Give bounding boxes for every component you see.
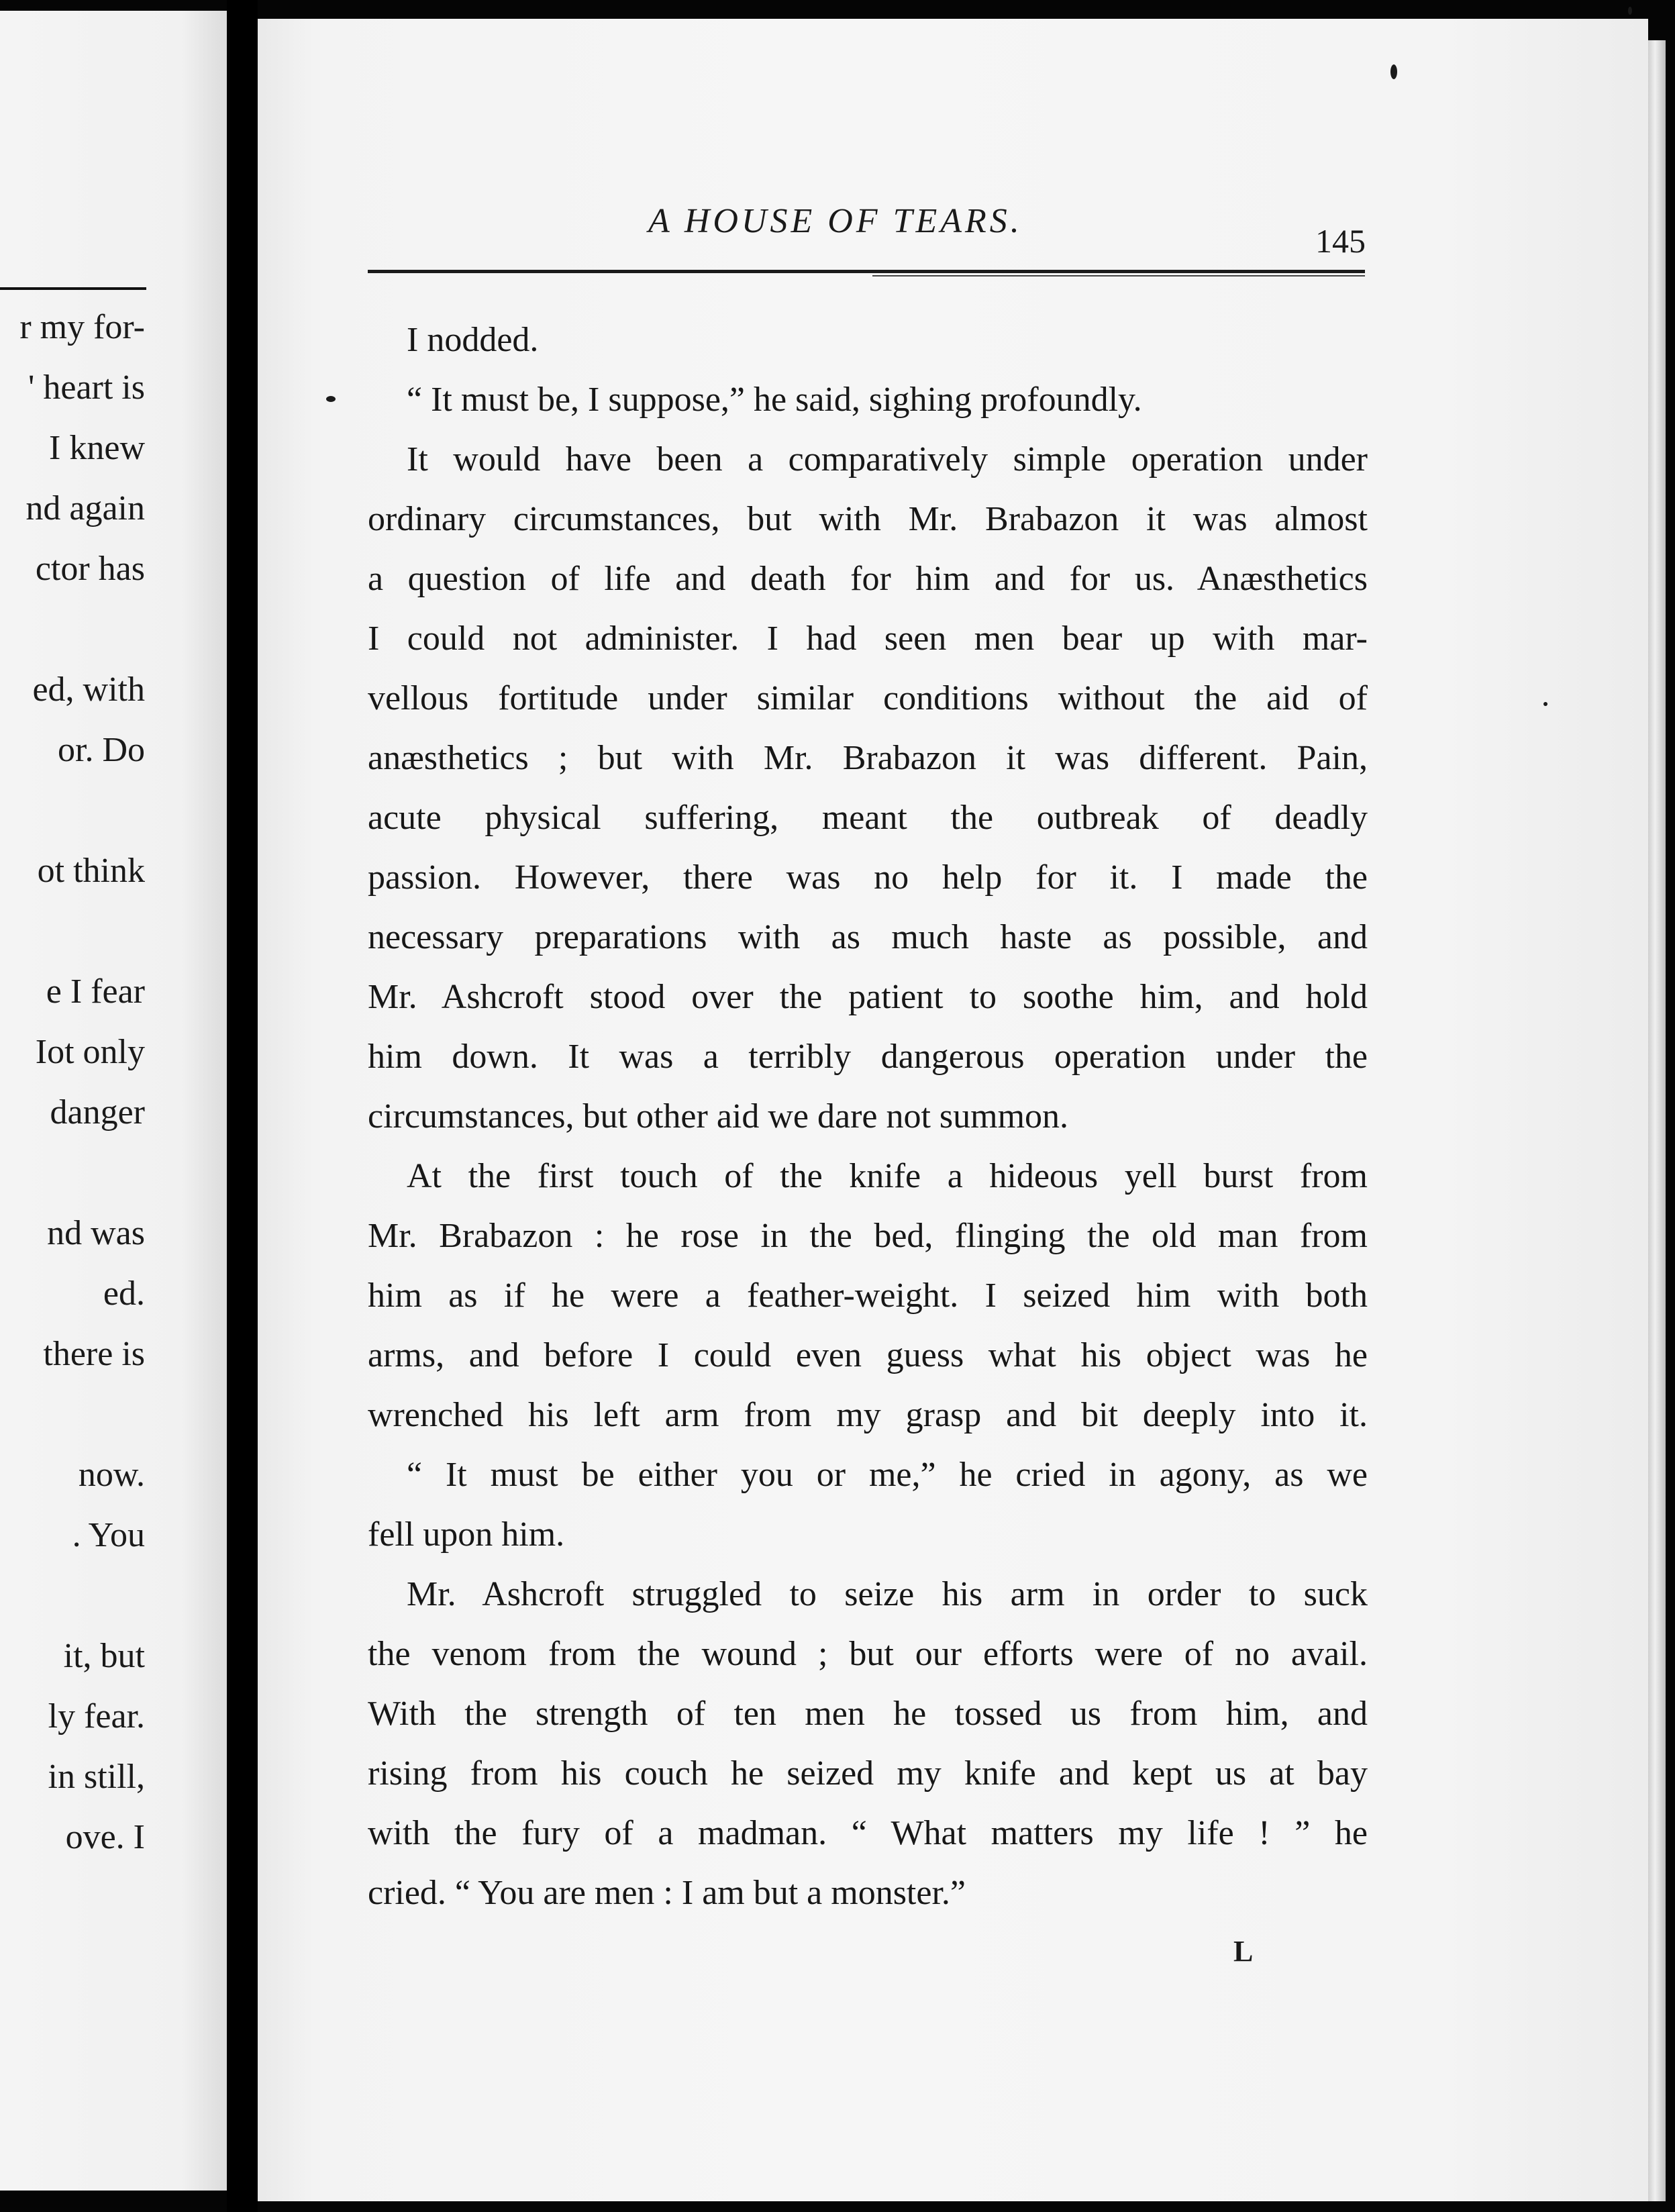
left-page-line: ot think (37, 852, 145, 890)
text-line: fell upon him. (368, 1515, 565, 1554)
text-line: cried. “ You are men : I am but a monster.” (368, 1874, 966, 1912)
body-text (368, 310, 1368, 1923)
left-page-line: ' heart is (28, 368, 145, 407)
text-line: passion. However, there was no help for it. I made the (368, 858, 1368, 897)
page-edge (1648, 40, 1666, 2201)
text-line: necessary preparations with as much haste as possible, and (368, 918, 1368, 956)
text-line: Mr. Ashcroft stood over the patient to soothe him, and hold (368, 978, 1368, 1016)
left-page-line: nd again (26, 489, 145, 527)
text-line: anæsthetics ; but with Mr. Brabazon it was different. Pain, (368, 739, 1368, 777)
book-gutter (227, 0, 258, 2212)
left-page-line: ed. (103, 1274, 145, 1313)
left-page-line: in still, (48, 1758, 145, 1796)
text-line: the venom from the wound ; but our efforts were of no avail. (368, 1635, 1368, 1673)
text-line: It would have been a comparatively simple operation under (407, 440, 1368, 479)
scan-speck (1390, 64, 1397, 79)
text-line: Mr. Brabazon : he rose in the bed, flinging the old man from (368, 1217, 1368, 1255)
text-line: With the strength of ten men he tossed us from him, and (368, 1695, 1368, 1733)
text-line: ordinary circumstances, but with Mr. Brabazon it was almost (368, 500, 1368, 538)
running-title: A HOUSE OF TEARS. (648, 202, 1023, 240)
left-page-line: ove. I (65, 1818, 145, 1856)
text-line: vellous fortitude under similar conditions without the aid of (368, 679, 1368, 717)
text-line: with the fury of a madman. “ What matters my life ! ” he (368, 1814, 1368, 1852)
header-rule (368, 270, 1365, 273)
left-facing-page (0, 11, 227, 2191)
left-page-line: . You (72, 1516, 145, 1554)
text-line: rising from his couch he seized my knife and kept us at bay (368, 1754, 1368, 1793)
left-page-line: Iot only (35, 1033, 145, 1071)
left-page-line: it, but (63, 1637, 145, 1675)
left-page-line: r my for- (19, 308, 145, 346)
text-line: him down. It was a terribly dangerous operation under the (368, 1038, 1368, 1076)
left-page-line: there is (43, 1335, 145, 1373)
text-line: Mr. Ashcroft struggled to seize his arm in order to suck (407, 1575, 1368, 1613)
text-line: wrenched his left arm from my grasp and bit deeply into it. (368, 1396, 1368, 1434)
left-page-line: or. Do (58, 731, 145, 769)
scan-speck (326, 396, 336, 402)
text-line: I could not administer. I had seen men bear up with mar- (368, 619, 1368, 658)
text-line: acute physical suffering, meant the outbreak of deadly (368, 799, 1368, 837)
text-line: I nodded. (407, 321, 539, 359)
text-line: a question of life and death for him and for us. Anæsthetics (368, 560, 1368, 598)
text-line: At the first touch of the knife a hideous yell burst from (407, 1157, 1368, 1195)
scan-speck (1543, 702, 1547, 706)
page-number: 145 (1315, 222, 1366, 260)
text-line: “ It must be, I suppose,” he said, sighing profoundly. (407, 381, 1142, 419)
left-page-line: now. (78, 1456, 145, 1494)
left-page-line: ctor has (35, 550, 145, 588)
left-page-line: e I fear (46, 972, 145, 1011)
scan-speck (1628, 7, 1632, 15)
left-page-rule (0, 287, 146, 290)
left-page-line: danger (50, 1093, 145, 1132)
left-page-line: nd was (47, 1214, 145, 1252)
left-page-line: I knew (49, 429, 145, 467)
left-page-line: ly fear. (48, 1697, 145, 1736)
left-page-line: ed, with (32, 670, 145, 709)
text-line: “ It must be either you or me,” he cried in agony, as we (407, 1456, 1368, 1494)
text-line: arms, and before I could even guess what his object was he (368, 1336, 1368, 1374)
text-line: him as if he were a feather-weight. I seized him with both (368, 1276, 1368, 1315)
header-rule-underline (872, 275, 1365, 276)
signature-mark: L (1233, 1935, 1254, 1968)
text-line: circumstances, but other aid we dare not summon. (368, 1097, 1069, 1136)
